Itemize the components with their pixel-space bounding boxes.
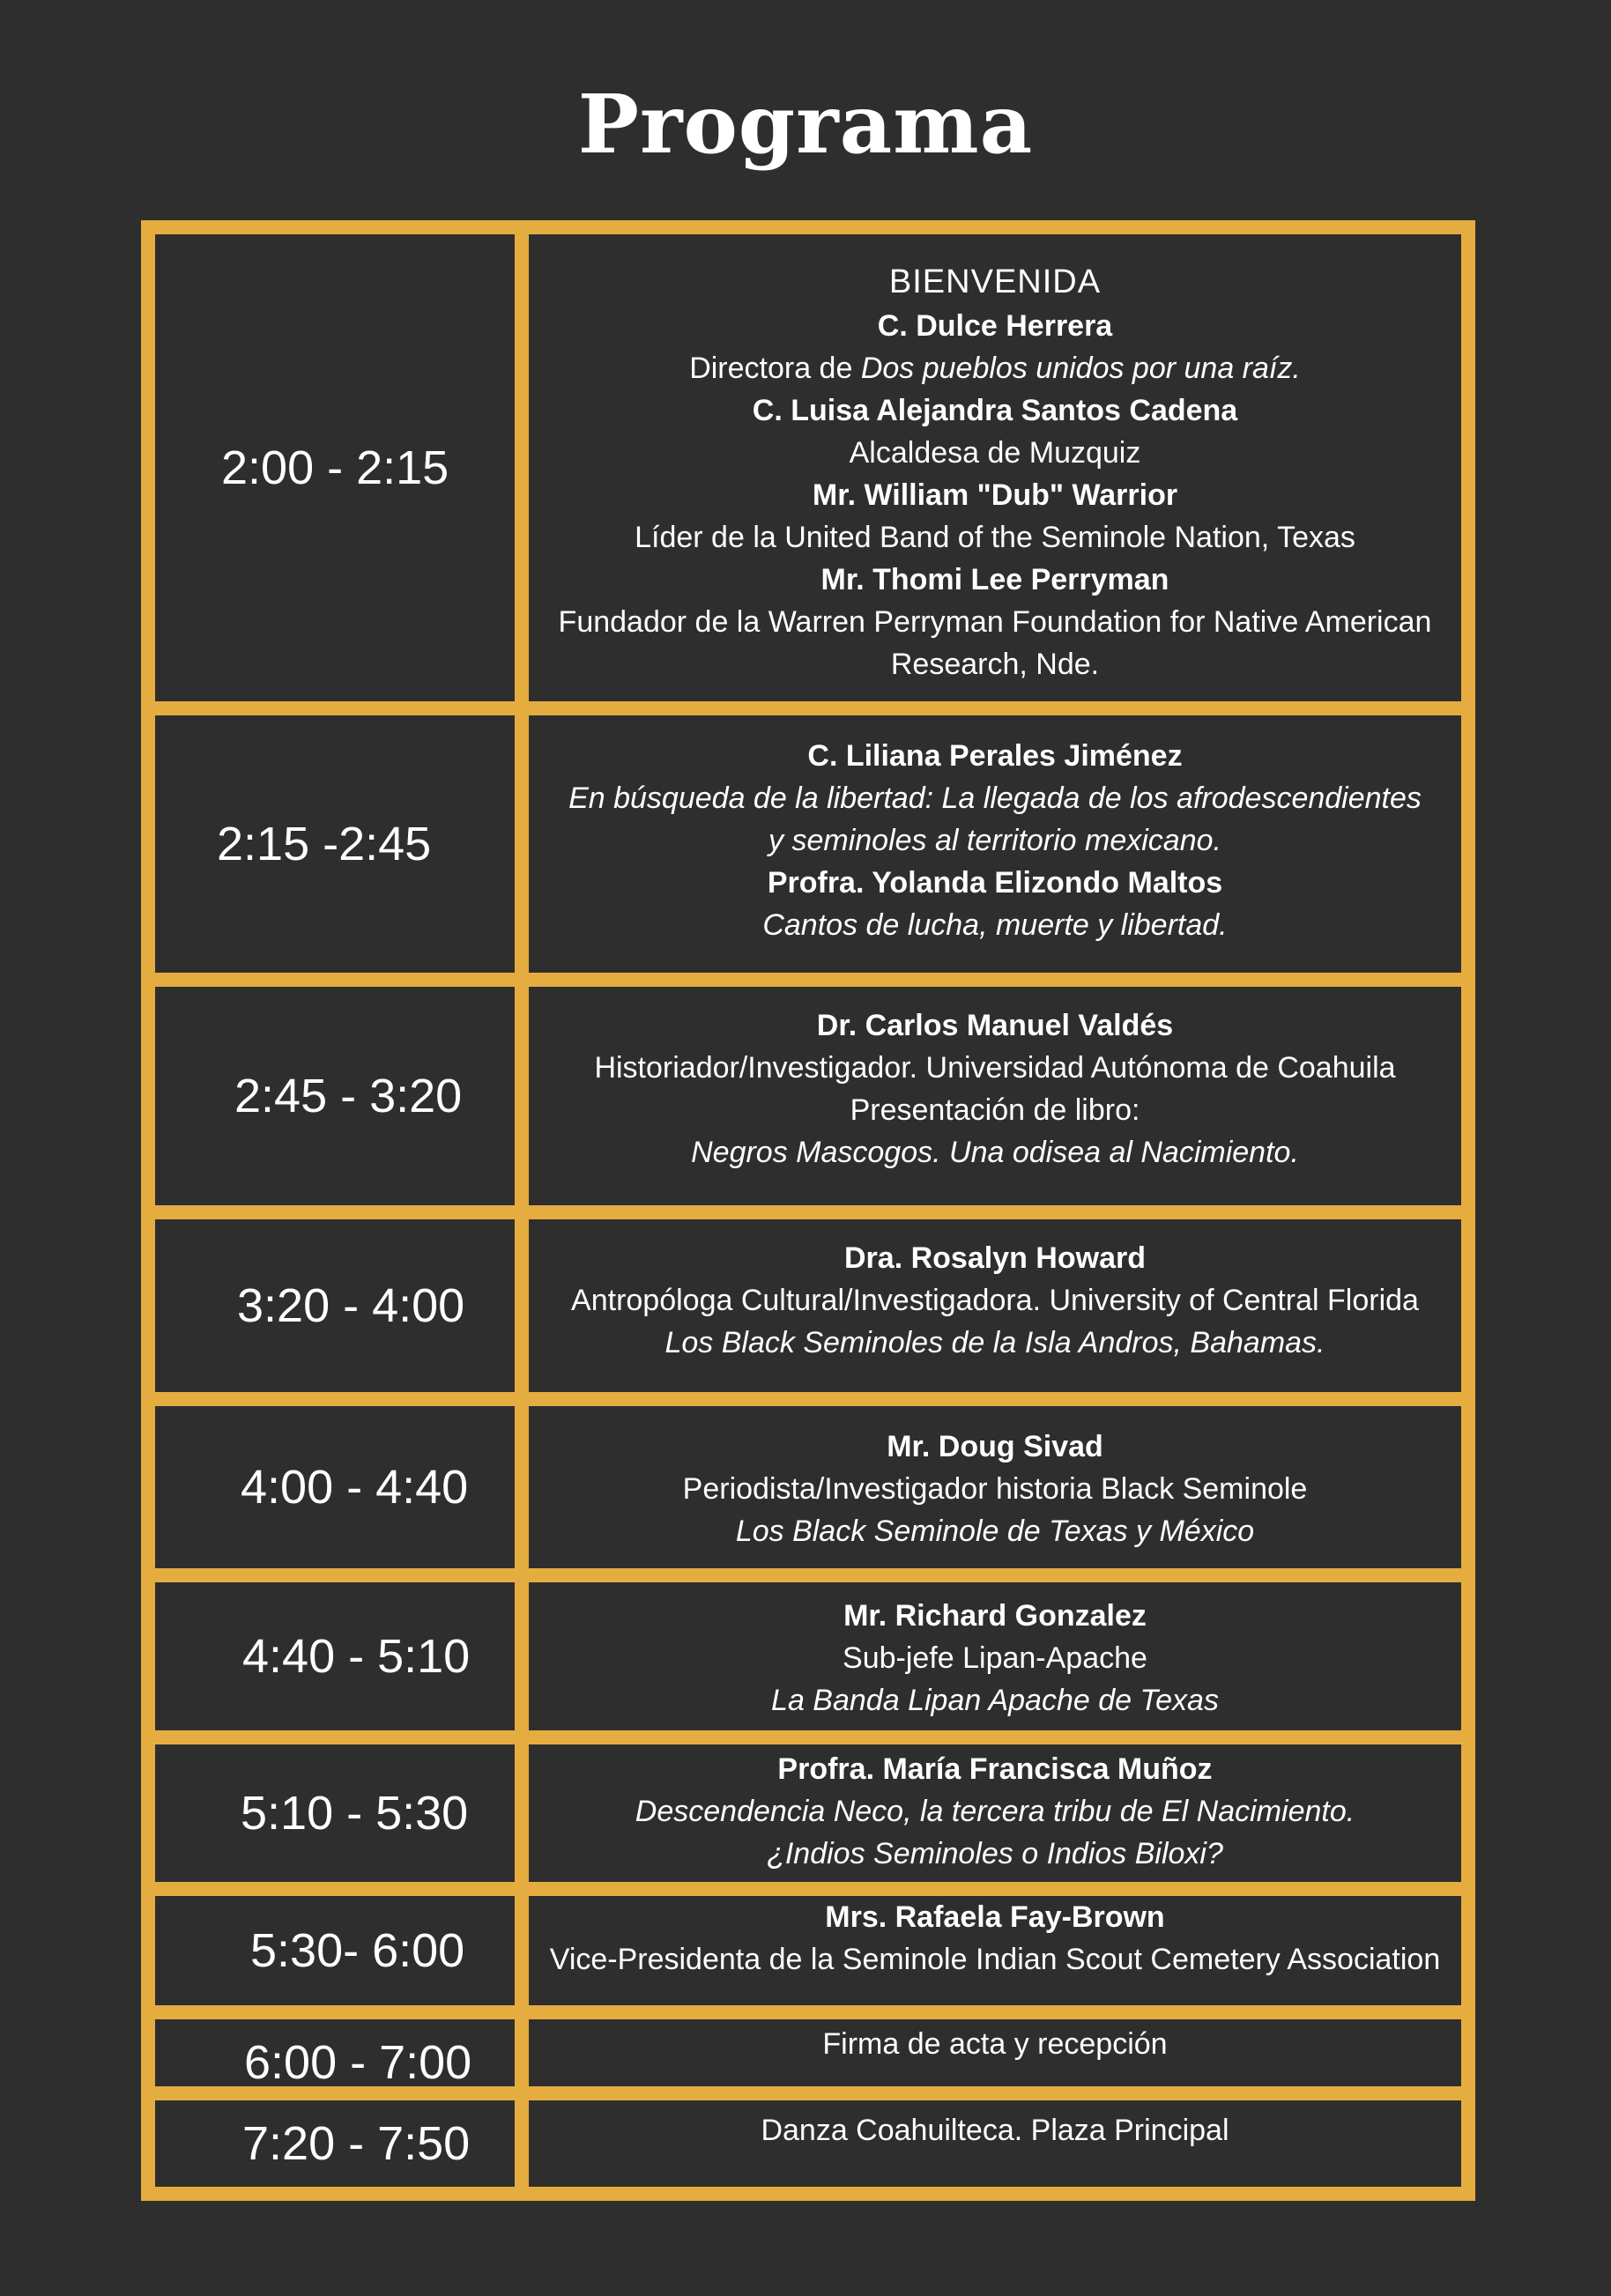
schedule-row xyxy=(155,234,1461,715)
event-label: Firma de acta y recepción xyxy=(822,2027,1168,2061)
time-cell: 3:20 - 4:00 xyxy=(155,1219,529,1392)
time-cell: 6:00 - 7:00 xyxy=(155,2019,529,2086)
speaker-name: Mr. Doug Sivad xyxy=(887,1430,1103,1463)
schedule-row xyxy=(155,1744,1461,1896)
time-cell: 2:45 - 3:20 xyxy=(155,987,529,1205)
description-cell xyxy=(529,234,1461,701)
speaker-name: Dr. Carlos Manuel Valdés xyxy=(816,1009,1174,1042)
talk-title: Los Black Seminoles de la Isla Andros, Bahamas. xyxy=(664,1326,1325,1359)
talk-note: Presentación de libro: xyxy=(850,1093,1140,1127)
speaker-name: C. Liliana Perales Jiménez xyxy=(807,739,1183,773)
talk-title: Descendencia Neco, la tercera tribu de El Nacimiento. xyxy=(635,1795,1355,1828)
speaker-name: Mr. Richard Gonzalez xyxy=(843,1599,1147,1633)
schedule-row xyxy=(155,1582,1461,1744)
speaker-name: C. Dulce Herrera xyxy=(877,309,1113,343)
time-cell: 5:10 - 5:30 xyxy=(155,1744,529,1882)
time-cell: 2:15 -2:45 xyxy=(155,715,529,973)
talk-title: Negros Mascogos. Una odisea al Nacimiento. xyxy=(691,1136,1299,1169)
description-cell xyxy=(529,2100,1461,2187)
speaker-role xyxy=(689,347,1301,389)
schedule-row xyxy=(155,987,1461,1219)
role-prefix: Directora de xyxy=(689,352,861,385)
speaker-role: Periodista/Investigador historia Black Seminole xyxy=(682,1472,1308,1506)
description-cell xyxy=(529,715,1461,973)
description-cell xyxy=(529,1896,1461,2005)
speaker-name: C. Luisa Alejandra Santos Cadena xyxy=(752,394,1238,427)
speaker-name: Dra. Rosalyn Howard xyxy=(844,1241,1146,1275)
schedule-row xyxy=(155,1896,1461,2019)
time-cell: 5:30- 6:00 xyxy=(155,1896,529,2005)
description-cell xyxy=(529,1406,1461,1568)
speaker-name: Mrs. Rafaela Fay-Brown xyxy=(825,1900,1165,1934)
speaker-name: Mr. William "Dub" Warrior xyxy=(812,478,1178,512)
description-cell xyxy=(529,2019,1461,2086)
speaker-role: Research, Nde. xyxy=(890,648,1100,681)
speaker-role: Líder de la United Band of the Seminole Nation, Texas xyxy=(635,521,1355,554)
time-cell: 4:40 - 5:10 xyxy=(155,1582,529,1730)
speaker-name: Mr. Thomi Lee Perryman xyxy=(820,563,1169,596)
time-cell: 4:00 - 4:40 xyxy=(155,1406,529,1568)
talk-title: Cantos de lucha, muerte y libertad. xyxy=(762,908,1228,942)
speaker-role: Vice-Presidenta de la Seminole Indian Scout Cemetery Association xyxy=(549,1943,1441,1976)
event-label: Danza Coahuilteca. Plaza Principal xyxy=(761,2114,1229,2147)
time-cell: 7:20 - 7:50 xyxy=(155,2100,529,2187)
speaker-role: Sub-jefe Lipan-Apache xyxy=(843,1641,1147,1675)
welcome-heading: BIENVENIDA xyxy=(888,263,1102,300)
speaker-role: Antropóloga Cultural/Investigadora. University of Central Florida xyxy=(571,1284,1419,1317)
schedule-row xyxy=(155,715,1461,987)
schedule-row xyxy=(155,1406,1461,1582)
description-cell xyxy=(529,987,1461,1205)
talk-title: La Banda Lipan Apache de Texas xyxy=(771,1684,1219,1717)
schedule-row xyxy=(155,2019,1461,2100)
talk-title: En búsqueda de la libertad: La llegada de los afrodescendientes xyxy=(568,781,1422,815)
description-cell xyxy=(529,1219,1461,1392)
schedule-row xyxy=(155,1219,1461,1406)
time-cell: 2:00 - 2:15 xyxy=(155,234,529,701)
speaker-role: Historiador/Investigador. Universidad Autónoma de Coahuila xyxy=(594,1051,1396,1085)
talk-title: Los Black Seminole de Texas y México xyxy=(735,1515,1255,1548)
organization-name: Dos pueblos unidos por una raíz. xyxy=(860,352,1301,385)
talk-title: ¿Indios Seminoles o Indios Biloxi? xyxy=(767,1837,1223,1870)
speaker-role: Alcaldesa de Muzquiz xyxy=(849,436,1141,470)
speaker-name: Profra. Yolanda Elizondo Maltos xyxy=(767,866,1223,900)
schedule-table xyxy=(141,220,1475,2201)
description-cell xyxy=(529,1582,1461,1730)
speaker-role: Fundador de la Warren Perryman Foundation for Native American xyxy=(558,605,1432,639)
talk-title: y seminoles al territorio mexicano. xyxy=(768,824,1221,857)
description-cell xyxy=(529,1744,1461,1882)
page-title: Programa xyxy=(577,77,1034,172)
speaker-name: Profra. María Francisca Muñoz xyxy=(777,1752,1213,1786)
schedule-row xyxy=(155,2100,1461,2187)
